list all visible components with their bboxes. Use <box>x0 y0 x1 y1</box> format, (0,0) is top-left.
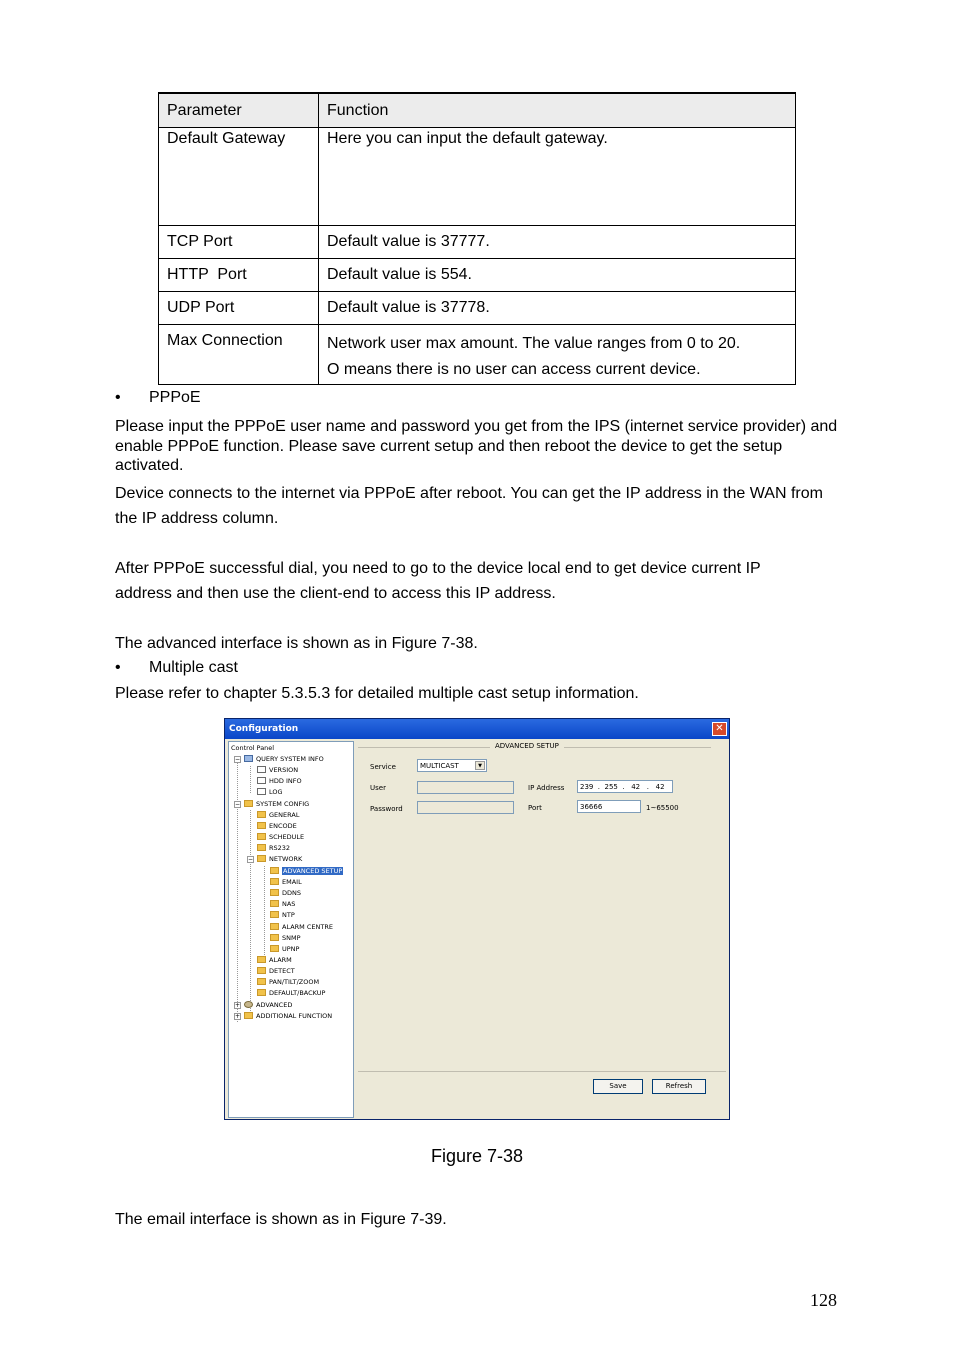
advanced-setup-panel <box>356 741 728 1118</box>
table-row <box>159 291 796 324</box>
user-field[interactable] <box>417 781 514 794</box>
tree-label: Control Panel <box>231 744 275 752</box>
tree-label: DETECT <box>269 967 295 975</box>
tree-label: NAS <box>282 900 296 908</box>
folder-icon <box>270 945 279 952</box>
folder-icon <box>257 855 266 862</box>
function-cell: Here you can input the default gateway. <box>319 127 796 225</box>
table-row <box>159 225 796 258</box>
tree-item-rs232[interactable] <box>257 843 290 853</box>
function-cell: Default value is 37777. <box>319 225 796 258</box>
computer-icon <box>244 755 253 762</box>
parameter-table <box>158 92 796 385</box>
tree-item-encode[interactable] <box>257 821 297 831</box>
paragraph: After PPPoE successful dial, you need to go to the device local end to get device current IP address and then use the client-end to access this IP address. <box>115 560 761 602</box>
expand-icon[interactable]: + <box>235 1013 241 1020</box>
tree-item-additional-function[interactable] <box>244 1011 332 1021</box>
tree-item-ddns[interactable] <box>270 888 301 898</box>
folder-icon <box>257 833 266 840</box>
tree-item-alarm-centre[interactable] <box>270 922 333 932</box>
tree-item-detect[interactable] <box>257 966 295 976</box>
param-cell: UDP Port <box>159 291 319 324</box>
folder-icon <box>257 989 266 996</box>
port-range-hint: 1~65500 <box>646 804 679 812</box>
bullet-label: PPPoE <box>149 389 201 406</box>
refresh-button[interactable]: Refresh <box>652 1079 706 1094</box>
tree-item-version[interactable] <box>257 765 298 775</box>
tree-item-advanced-setup[interactable] <box>270 866 343 876</box>
function-cell: Default value is 554. <box>319 258 796 291</box>
param-cell: HTTP Port <box>159 258 319 291</box>
tree-label: EMAIL <box>282 878 302 886</box>
tree-label: ALARM <box>269 956 292 964</box>
user-label: User <box>370 784 386 792</box>
tree-line <box>250 766 251 793</box>
folder-icon <box>257 978 266 985</box>
save-button[interactable]: Save <box>593 1079 643 1094</box>
configuration-window <box>224 718 730 1120</box>
tree-item-nas[interactable] <box>270 899 295 909</box>
function-line: Network user max amount. The value ranges from 0 to 20. <box>327 334 741 352</box>
folder-icon <box>244 1012 253 1019</box>
tree-label: ALARM CENTRE <box>282 923 333 931</box>
collapse-icon[interactable]: − <box>235 801 241 808</box>
divider <box>358 1071 726 1072</box>
password-field[interactable] <box>417 801 514 814</box>
table-header-row <box>159 93 796 127</box>
port-label: Port <box>528 804 542 812</box>
folder-icon <box>257 844 266 851</box>
tree-label: ADDITIONAL FUNCTION <box>256 1012 333 1020</box>
service-label: Service <box>370 763 396 771</box>
table-row <box>159 258 796 291</box>
folder-icon <box>257 811 266 818</box>
collapse-icon[interactable]: − <box>248 856 254 863</box>
group-title: ADVANCED SETUP <box>490 742 564 750</box>
tree-line <box>264 866 265 957</box>
tree-label: QUERY SYSTEM INFO <box>256 755 324 763</box>
paragraph: Please refer to chapter 5.3.5.3 for detailed multiple cast setup information. <box>115 685 639 702</box>
tree-item-upnp[interactable] <box>270 944 299 954</box>
window-titlebar <box>225 719 729 739</box>
tree-item-ntp[interactable] <box>270 910 295 920</box>
paragraph: Device connects to the internet via PPPoE after reboot. You can get the IP address in the WAN from the IP address column. <box>115 485 823 527</box>
tree-label: ADVANCED SETUP <box>283 867 343 875</box>
tree-item-query-system-info[interactable] <box>244 754 324 764</box>
paragraph: Please input the PPPoE user name and password you get from the IPS (internet service provider) and enable PPPoE function. Please save current setup and then reboot the device to get the setup activated. <box>115 418 838 474</box>
tree-label: PAN/TILT/ZOOM <box>269 978 320 986</box>
tree-item-control-panel[interactable] <box>231 743 274 753</box>
password-label: Password <box>370 805 403 813</box>
expand-icon[interactable]: + <box>235 1002 241 1009</box>
open-folder-icon <box>270 867 279 874</box>
folder-icon <box>257 956 266 963</box>
param-cell: TCP Port <box>159 225 319 258</box>
document-icon <box>257 788 266 795</box>
tree-item-network[interactable] <box>257 854 302 864</box>
tree-item-pan-tilt-zoom[interactable] <box>257 977 319 987</box>
tree-label: UPNP <box>282 945 300 953</box>
chevron-down-icon[interactable]: ▼ <box>475 761 485 770</box>
port-field[interactable]: 36666 <box>577 800 641 813</box>
function-cell <box>319 324 796 384</box>
tree-item-default-backup[interactable] <box>257 988 325 998</box>
folder-icon <box>270 878 279 885</box>
tree-line <box>250 810 251 1011</box>
tree-label: RS232 <box>269 844 291 852</box>
tree-label: SYSTEM CONFIG <box>256 800 310 808</box>
folder-icon <box>270 889 279 896</box>
document-icon <box>257 766 266 773</box>
paragraph: The email interface is shown as in Figure 7-39. <box>115 1211 447 1228</box>
folder-icon <box>257 967 266 974</box>
table-row <box>159 324 796 384</box>
tree-item-system-config[interactable] <box>244 799 309 809</box>
tree-line <box>237 758 238 1022</box>
service-select[interactable] <box>417 759 487 772</box>
function-cell: Default value is 37778. <box>319 291 796 324</box>
bullet-label: Multiple cast <box>149 659 238 676</box>
header-parameter: Parameter <box>159 93 319 127</box>
tree-label: DDNS <box>282 889 301 897</box>
window-title: Configuration <box>229 724 299 734</box>
tree-item-alarm[interactable] <box>257 955 292 965</box>
tree-label: GENERAL <box>269 811 300 819</box>
config-tree <box>228 741 354 1118</box>
bullet-dot: • <box>115 659 121 676</box>
folder-icon <box>270 900 279 907</box>
folder-icon <box>244 800 253 807</box>
tree-label: VERSION <box>269 766 299 774</box>
header-function: Function <box>319 93 796 127</box>
tree-label: LOG <box>269 788 283 796</box>
tree-label: ADVANCED <box>256 1001 293 1009</box>
tree-label: ENCODE <box>269 822 297 830</box>
figure-caption: Figure 7-38 <box>430 1146 524 1166</box>
tree-item-email[interactable] <box>270 877 302 887</box>
folder-icon <box>257 822 266 829</box>
service-value: MULTICAST <box>420 762 459 770</box>
paragraph: The advanced interface is shown as in Figure 7-38. <box>115 635 478 652</box>
folder-icon <box>270 934 279 941</box>
ip-address-label: IP Address <box>528 784 565 792</box>
function-line: O means there is no user can access current device. <box>327 360 701 378</box>
gear-icon <box>244 1001 253 1008</box>
tree-label: HDD INFO <box>269 777 302 785</box>
tree-label: DEFAULT/BACKUP <box>269 989 326 997</box>
close-icon: ✕ <box>715 723 724 734</box>
tree-label: NTP <box>282 911 295 919</box>
tree-item-general[interactable] <box>257 810 299 820</box>
folder-icon <box>270 923 279 930</box>
folder-icon <box>270 911 279 918</box>
ip-address-field[interactable]: 239 . 255 . 42 . 42 <box>577 780 673 793</box>
close-button[interactable] <box>712 722 727 736</box>
collapse-icon[interactable]: − <box>235 756 241 763</box>
param-cell: Max Connection <box>159 324 319 384</box>
tree-item-schedule[interactable] <box>257 832 304 842</box>
tree-label: SCHEDULE <box>269 833 305 841</box>
page-number: 128 <box>810 1290 837 1310</box>
tree-label: SNMP <box>282 934 301 942</box>
document-icon <box>257 777 266 784</box>
tree-label: NETWORK <box>269 855 303 863</box>
tree-item-log[interactable] <box>257 787 283 797</box>
tree-item-snmp[interactable] <box>270 933 301 943</box>
table-row <box>159 127 796 225</box>
tree-item-advanced[interactable] <box>244 1000 292 1010</box>
bullet-dot: • <box>115 389 121 406</box>
tree-item-hdd-info[interactable] <box>257 776 302 786</box>
param-cell: Default Gateway <box>159 127 319 225</box>
